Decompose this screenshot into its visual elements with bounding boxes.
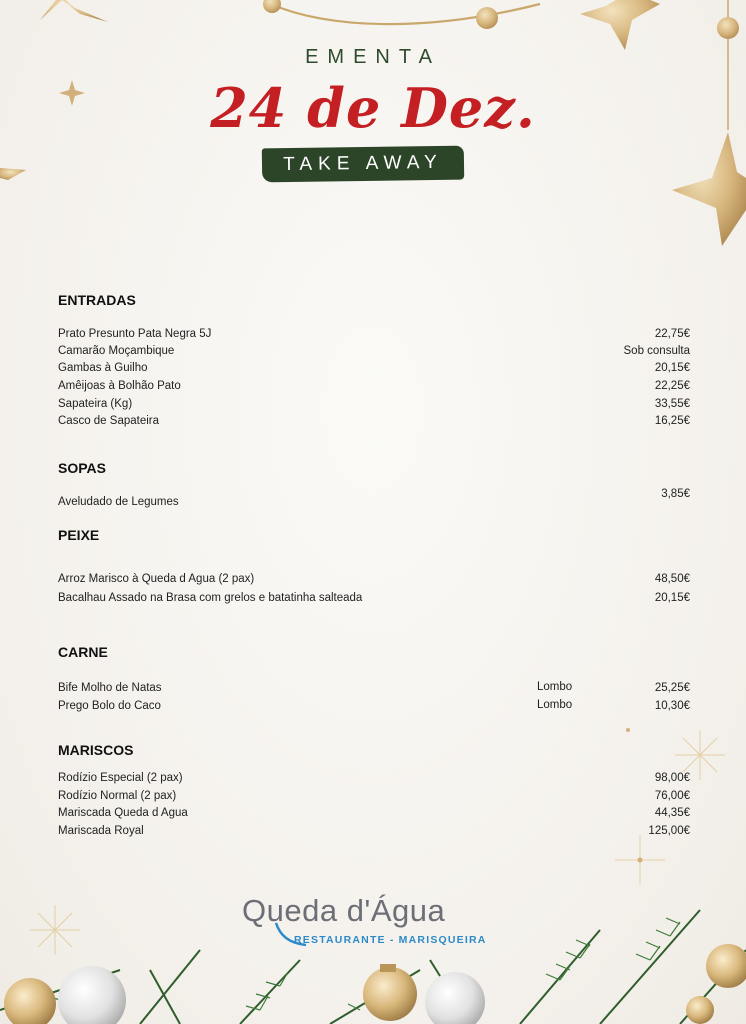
menu-item — [58, 772, 690, 789]
bauble-icon — [686, 996, 714, 1024]
item-name: Gambas à Guilho — [58, 362, 148, 374]
ornament-bead-icon — [476, 7, 498, 29]
item-price: Sob consulta — [623, 345, 690, 357]
bottom-decoration — [0, 890, 746, 1024]
ornament-bead-icon — [263, 0, 281, 13]
menu-item — [58, 328, 690, 345]
item-price: 48,50€ — [654, 573, 690, 585]
section-title-mariscos: MARISCOS — [58, 742, 134, 758]
bauble-icon — [425, 972, 485, 1024]
menu-item — [58, 807, 690, 824]
star-icon — [580, 0, 660, 50]
menu-item — [58, 573, 690, 590]
takeaway-banner: TAKE AWAY — [262, 146, 464, 183]
item-price: 125,00€ — [648, 825, 690, 837]
section-title-entradas: ENTRADAS — [58, 292, 136, 308]
logo-subtitle: RESTAURANTE - MARISQUEIRA — [294, 934, 487, 946]
item-name: Mariscada Royal — [58, 825, 144, 837]
item-price: 33,55€ — [654, 398, 690, 410]
bauble-icon — [363, 967, 417, 1021]
item-price: 20,15€ — [654, 362, 690, 374]
item-name: Prego Bolo do Caco — [58, 700, 161, 712]
item-name: Mariscada Queda d Agua — [58, 807, 188, 819]
menu-label: EMENTA — [305, 46, 441, 68]
menu-item — [58, 790, 690, 807]
item-price: 76,00€ — [654, 790, 690, 802]
section-title-carne: CARNE — [58, 644, 108, 660]
item-name: Rodízio Normal (2 pax) — [58, 790, 177, 802]
item-name: Sapateira (Kg) — [58, 398, 133, 410]
page-title: 24 de Dez. — [210, 76, 536, 140]
item-name: Aveludado de Legumes — [58, 496, 179, 508]
item-price: 20,15€ — [654, 592, 690, 604]
item-name: Rodízio Especial (2 pax) — [58, 772, 183, 784]
item-price: 22,75€ — [654, 328, 690, 340]
star-icon — [40, 0, 108, 22]
section-title-sopas: SOPAS — [58, 460, 106, 476]
item-price: 25,25€ — [654, 682, 690, 694]
item-name: Amêijoas à Bolhão Pato — [58, 380, 181, 392]
item-price: 16,25€ — [654, 415, 690, 427]
menu-item — [58, 825, 690, 842]
star-icon — [672, 132, 746, 246]
ornament-bead-icon — [717, 17, 739, 39]
menu-item — [58, 700, 690, 717]
section-title-peixe: PEIXE — [58, 527, 100, 543]
menu-item — [58, 345, 690, 362]
item-price: 44,35€ — [654, 807, 690, 819]
menu-item — [58, 380, 690, 397]
menu-item — [58, 592, 690, 609]
item-name: Camarão Moçambique — [58, 345, 175, 357]
star-icon — [0, 168, 26, 180]
item-note: Lombo — [537, 699, 573, 711]
bauble-icon — [4, 978, 56, 1024]
menu-item — [58, 415, 690, 432]
item-price: 98,00€ — [654, 772, 690, 784]
item-name: Prato Presunto Pata Negra 5J — [58, 328, 212, 340]
item-name: Casco de Sapateira — [58, 415, 160, 427]
menu-item — [58, 488, 690, 513]
menu-item — [58, 362, 690, 379]
bauble-icon — [706, 944, 746, 988]
item-name: Bacalhau Assado na Brasa com grelos e batatinha salteada — [58, 592, 363, 604]
menu-item — [58, 398, 690, 415]
bauble-icon — [58, 966, 126, 1024]
item-price: 10,30€ — [654, 700, 690, 712]
logo-name: Queda d'Água — [242, 893, 446, 928]
item-price: 22,25€ — [654, 380, 690, 392]
item-price: 3,85€ — [661, 488, 690, 500]
menu-item — [58, 682, 690, 699]
item-name: Bife Molho de Natas — [58, 682, 162, 694]
item-name: Arroz Marisco à Queda d Agua (2 pax) — [58, 573, 255, 585]
item-note: Lombo — [537, 681, 573, 693]
